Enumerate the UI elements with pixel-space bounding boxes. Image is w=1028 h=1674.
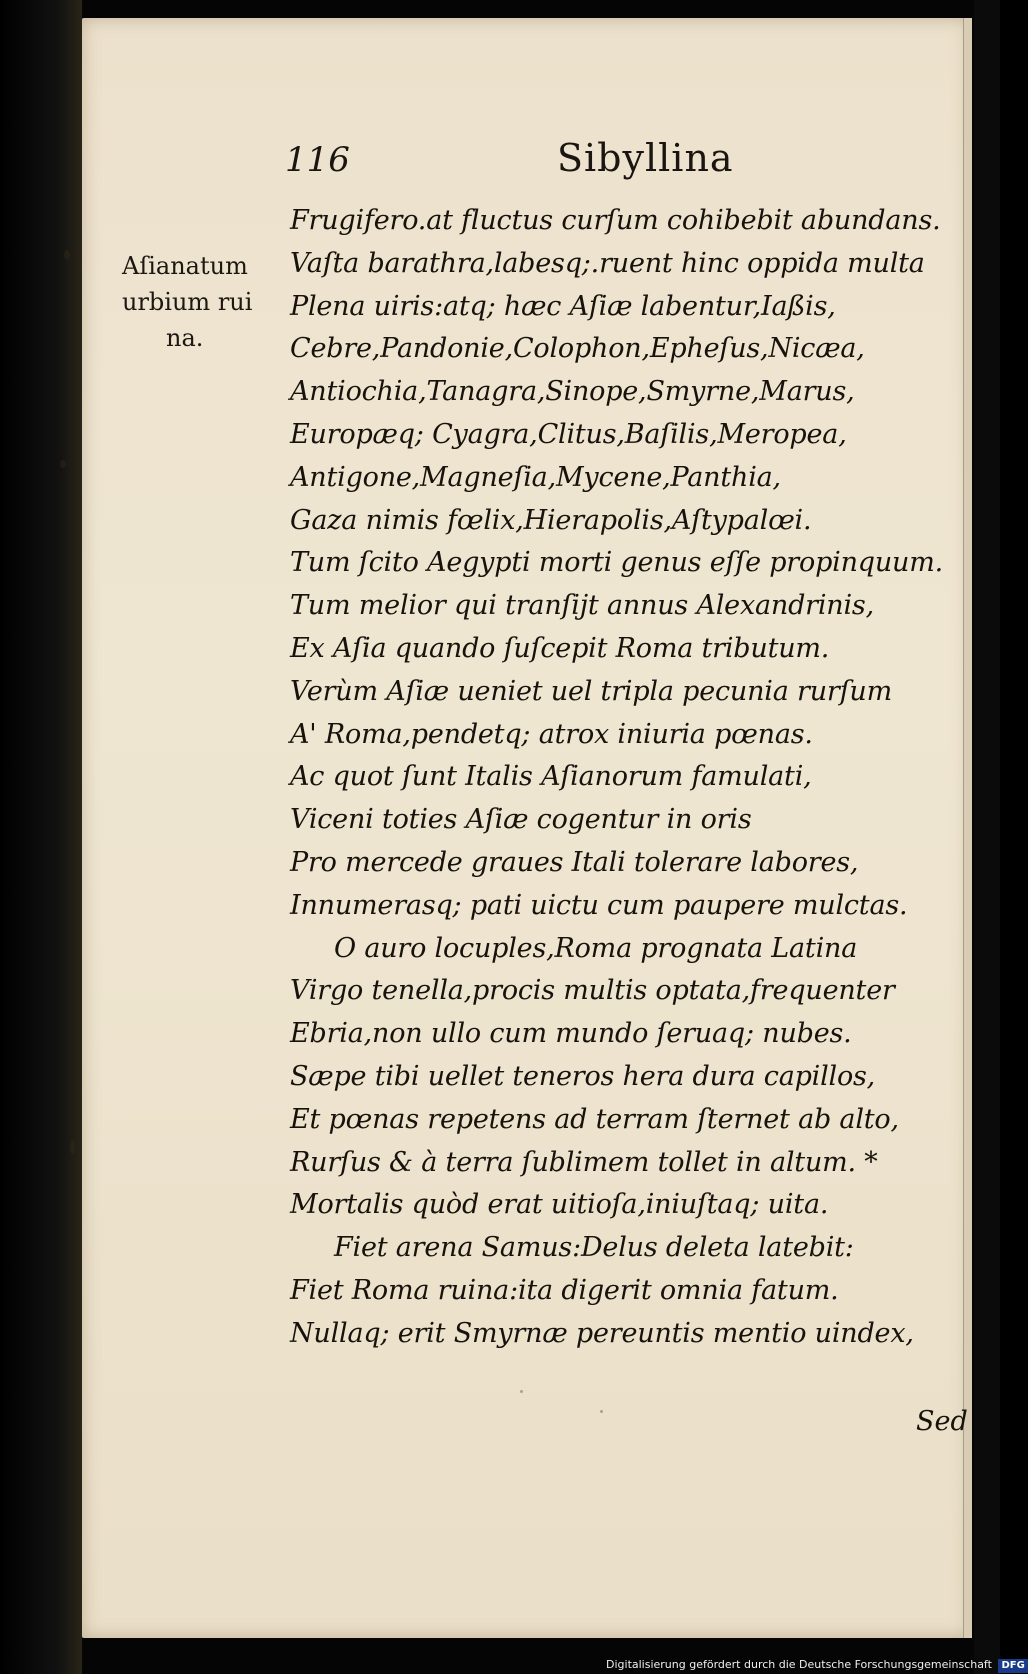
ink-speck (600, 1410, 603, 1413)
verse-line: Sæpe tibi uellet teneros hera dura capillos, (290, 1060, 876, 1092)
verse-line: Frugifero.at fluctus curſum cohibebit abundans. (290, 205, 941, 236)
verse-line: Et pœnas repetens ad terram ſternet ab alto, (290, 1103, 899, 1135)
page-header (285, 136, 745, 190)
verse-line: Plena uiris:atq; hæc Aſiæ labentur,Iaßis, (290, 290, 836, 322)
margin-note (122, 248, 282, 356)
ink-speck (64, 250, 70, 260)
verse-line: Mortalis quòd erat uitioſa,iniuſtaq; uita. (290, 1189, 829, 1221)
verse-line: Ebria,non ullo cum mundo ſeruaq; nubes. (290, 1018, 852, 1050)
verse-line: Rurſus & à terra ſublimem tollet in altum. * (290, 1146, 878, 1178)
verse-line: Nullaq; erit Smyrnæ pereuntis mentio uindex, (290, 1317, 914, 1349)
verse-text (290, 200, 970, 1356)
verse-line: Fiet Roma ruina:ita digerit omnia fatum. (290, 1274, 839, 1306)
ink-speck (520, 1390, 523, 1393)
verse-line: Ac quot ſunt Italis Aſianorum famulati, (290, 761, 812, 793)
verse-line: Virgo tenella,procis multis optata,frequenter (290, 975, 895, 1007)
verse-line: A' Roma,pendetq; atrox iniuria pœnas. (290, 718, 813, 750)
left-page-shadow (0, 0, 82, 1674)
verse-line: Fiet arena Samus:Delus deleta latebit: (334, 1232, 854, 1264)
verse-line: Gaza nimis fœlix,Hierapolis,Aſtypalœi. (290, 504, 812, 536)
margin-note-line: Aſianatum (122, 252, 248, 280)
verse-line: Innumerasq; pati uictu cum paupere mulctas. (290, 889, 908, 921)
verse-line: Tum melior qui tranſijt annus Alexandrinis, (290, 590, 874, 622)
verse-line: Cebre,Pandonie,Colophon,Epheſus,Nicæa, (290, 333, 865, 365)
margin-note-line: urbium rui (122, 288, 253, 316)
right-border (974, 0, 1000, 1674)
margin-note-line: na. (166, 324, 204, 352)
verse-line: Antigone,Magneſia,Mycene,Panthia, (290, 461, 781, 493)
verse-line: O auro locuples,Roma prognata Latina (334, 932, 858, 964)
footer-credit (606, 1656, 1028, 1674)
verse-line: Tum ſcito Aegypti morti genus eſſe propinquum. (290, 547, 944, 579)
ink-speck (60, 460, 66, 468)
verse-line: Ex Aſia quando ſuſcepit Roma tributum. (290, 632, 830, 664)
verse-line: Vaſta barathra,labesq;.ruent hinc oppida multa (290, 247, 925, 279)
verse-line: Verùm Aſiæ ueniet uel tripla pecunia rurſum (290, 675, 893, 707)
ink-speck (70, 1140, 75, 1154)
verse-line: Viceni toties Aſiæ cogentur in oris (290, 804, 752, 836)
verse-line: Antiochia,Tanagra,Sinope,Smyrne,Marus, (290, 376, 855, 408)
footer-text: Digitalisierung gefördert durch die Deutsche Forschungsgemeinschaft (606, 1658, 992, 1671)
dfg-logo: DFG (998, 1659, 1027, 1673)
verse-line: Pro mercede graues Itali tolerare labores, (290, 846, 859, 878)
running-title: Sibyllina (557, 136, 734, 180)
verse-line: Europæq; Cyagra,Clitus,Baſilis,Meropea, (290, 418, 847, 450)
catchword: Sed (916, 1406, 968, 1437)
page-number: 116 (285, 140, 350, 180)
